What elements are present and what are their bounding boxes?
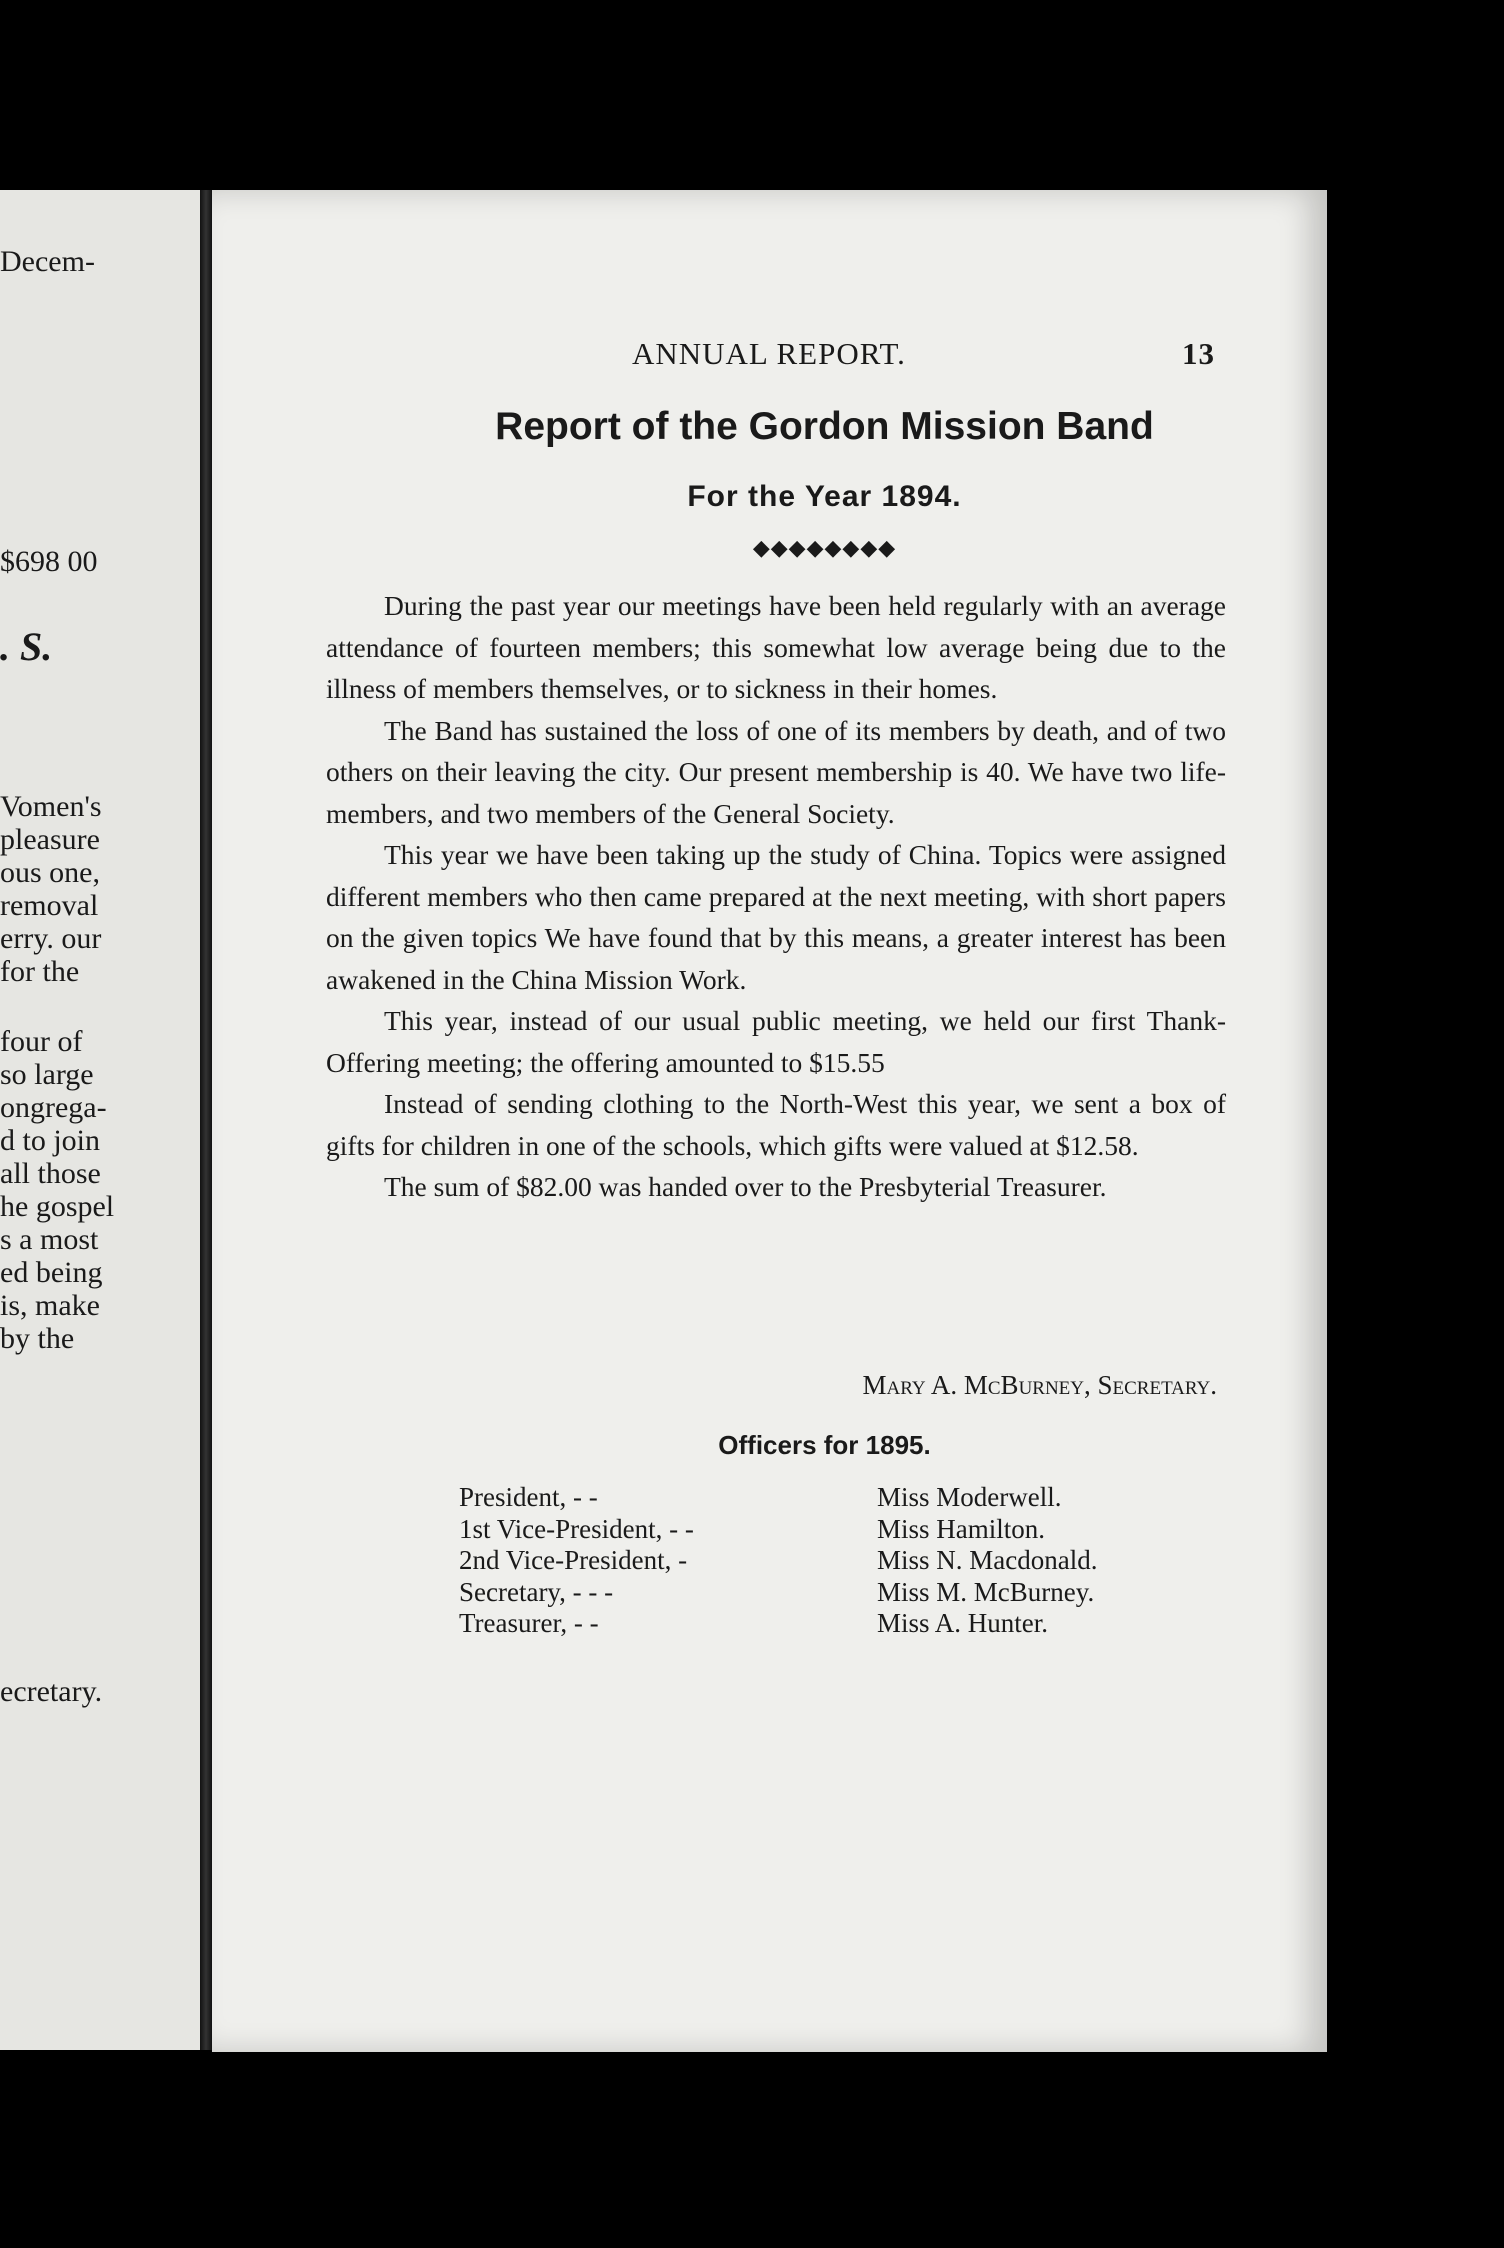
left-page-line: for the [0, 955, 80, 988]
left-page-line: erry. our [0, 922, 102, 955]
page-number: 13 [1182, 336, 1215, 371]
officer-role: Secretary, - - - [459, 1576, 614, 1607]
left-page-line: pleasure [0, 823, 100, 856]
left-page-line: Vomen's [0, 790, 102, 823]
officers-heading: Officers for 1895. [718, 1430, 931, 1460]
officer-row [459, 1545, 1239, 1577]
previous-page-fragment [0, 190, 200, 2050]
officer-name: Miss Hamilton. [877, 1513, 1046, 1544]
left-page-line: is, make [0, 1289, 100, 1322]
running-head [212, 336, 1327, 376]
left-page-line: all those [0, 1157, 101, 1190]
report-title: Report of the Gordon Mission Band [495, 405, 1154, 448]
left-page-line: by the [0, 1322, 75, 1355]
left-page-line: Decem- [0, 245, 95, 278]
officer-row [459, 1514, 1239, 1546]
officer-row [459, 1482, 1239, 1514]
paragraph-gifts: Instead of sending clothing to the North-West this year, we sent a box of gifts for children in one of the schools, which gifts were valued at $12.58. [326, 1088, 1226, 1161]
left-page-line: . S. [0, 624, 53, 669]
book-gutter [200, 190, 212, 2050]
officer-role: 1st Vice-President, - - [459, 1513, 694, 1544]
ornament-divider: ◆◆◆◆◆◆◆◆ [752, 535, 897, 560]
officer-row [459, 1608, 1239, 1640]
left-page-line: four of [0, 1025, 83, 1058]
officer-name: Miss N. Macdonald. [877, 1545, 1098, 1575]
paragraph-treasurer: The sum of $82.00 was handed over to the Presbyterial Treasurer. [384, 1171, 1107, 1202]
left-page-line: ecretary. [0, 1675, 103, 1708]
officer-name: Miss A. Hunter. [877, 1608, 1049, 1638]
paragraph-membership: The Band has sustained the loss of one of its members by death, and of two others on their leaving the city. Our present membership is 40. We have two life-members, and two members of the General Society. [326, 714, 1226, 829]
document-page [212, 190, 1327, 2052]
left-page-line: removal [0, 889, 99, 922]
report-body [326, 585, 1226, 1208]
left-page-line: he gospel [0, 1190, 115, 1223]
paragraph-china-study: This year we have been taking up the study of China. Topics were assigned different members who then came prepared at the next meeting, with short papers on the given topics We have found that by this means, a greater interest has been awakened in the China Mission Work. [326, 839, 1226, 995]
left-page-line: ous one, [0, 856, 100, 889]
running-title: ANNUAL REPORT. [632, 336, 906, 371]
officer-name: Miss Moderwell. [877, 1482, 1062, 1512]
left-page-line: so large [0, 1058, 94, 1091]
paragraph-attendance: During the past year our meetings have been held regularly with an average attendance of fourteen members; this somewhat low average being due to the illness of members themselves, or to sickness in their homes. [326, 590, 1226, 704]
officer-role: Treasurer, - - [459, 1608, 599, 1638]
officer-row [459, 1577, 1239, 1609]
officer-role: 2nd Vice-President, - [459, 1545, 688, 1575]
officer-role: President, - - [459, 1482, 598, 1512]
left-page-line: d to join [0, 1124, 101, 1157]
left-page-line: ed being [0, 1256, 103, 1289]
left-page-line: ongrega- [0, 1091, 107, 1124]
left-page-line: s a most [0, 1223, 99, 1256]
secretary-signature: Mary A. McBurney, Secretary. [862, 1370, 1217, 1400]
officer-name: Miss M. McBurney. [877, 1576, 1095, 1607]
left-page-line: $698 00 [0, 545, 98, 578]
paragraph-thank-offering: This year, instead of our usual public meeting, we held our first Thank-Offering meeting; the offering amounted to $15.55 [326, 1005, 1226, 1078]
report-subtitle: For the Year 1894. [687, 480, 962, 513]
officers-list [459, 1482, 1239, 1640]
